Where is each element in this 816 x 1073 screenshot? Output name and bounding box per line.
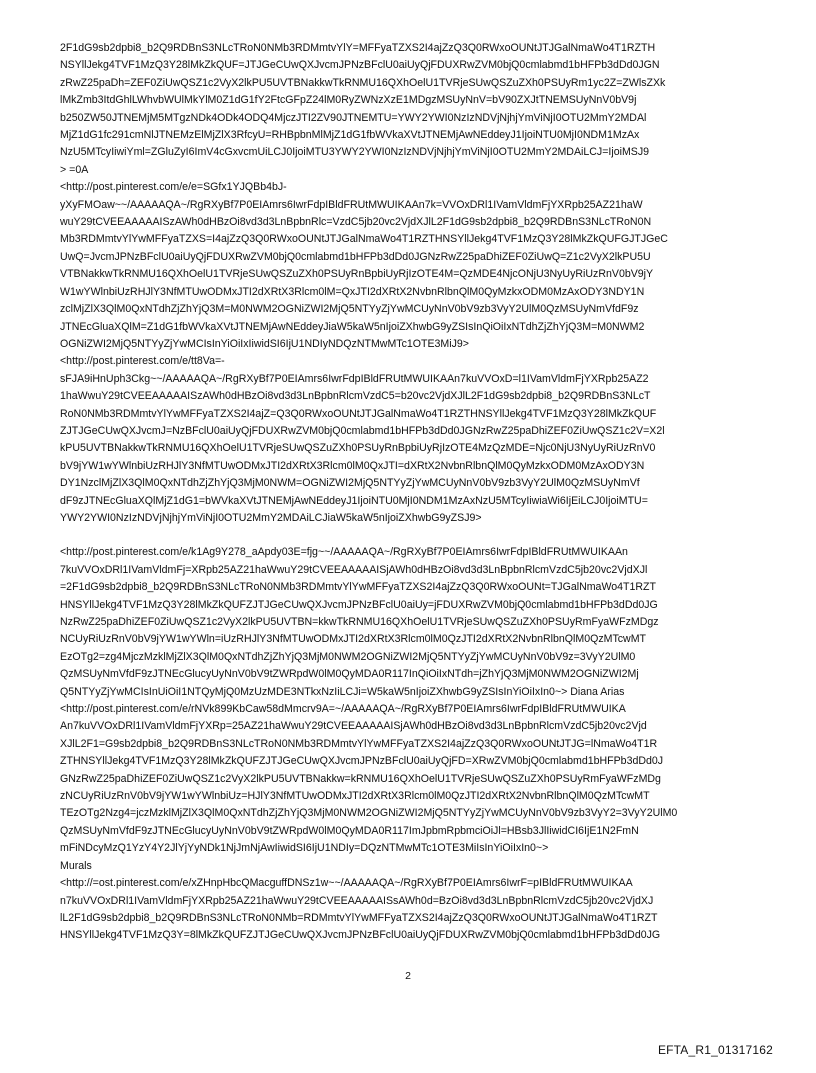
- text-line: OGNiZWI2MjQ5NTYyZjYwMCIsInYiOiIxIiwidSI6IjU1NDIyNDQzNTMwMTc1OTE3MiJ9>: [60, 337, 469, 350]
- text-line: UwQ=JvcmJPNzBFclU0aiUyQjFDUXRwZVM0bjQ0cmlabmd1bHFPb3dDd0JGNzRwZ25paDhiZEF0ZiUwQ=Z1c2VyX2lkPU5U: [60, 250, 651, 263]
- text-line: Mb3RDMmtvYlYwMFFyaTZXS=I4ajZzQ3Q0RWxoOUNtJTJGalNmaWo4T1RZTHNSYllJekg4TVF1MzQ3Y28lMkZkQUFGJTJGeC: [60, 233, 668, 246]
- text-line: Murals: [60, 859, 92, 872]
- text-line: QzMSUyNmVfdF9zJTNEcGlucyUyNnV0bV9tZWRpdW0lM0QyMDA0R117InQiOiIxNTdh=jZhYjQ3MjM0NWM2OGNiZWI2Mj: [60, 668, 639, 681]
- text-line: zclMjZlX3QlM0QxNTdhZjZhYjQ3M=M0NWM2OGNiZWI2MjQ5NTYyZjYwMCUyNnV0bV9zb3VyY2UlM0QzMSUyNmVfdF9z: [60, 303, 639, 316]
- text-line: An7kuVVOxDRl1IVamVldmFjYXRp=25AZ21haWwuY29tCVEEAAAAAISjAWh0dHBzOi8vd3d3LnBpbnRlcmVzdC5jb20vc2Vjd: [60, 720, 647, 733]
- text-line: TEzOTg2Nzg4=jczMzklMjZlX3QlM0QxNTdhZjZhYjQ3MjM0NWM2OGNiZWI2MjQ5NTYyZjYwMCUyNnV0bV9zb3VyY2=3VyY2UlM0: [60, 807, 678, 820]
- text-line: 2F1dG9sb2dpbi8_b2Q9RDBnS3NLcTRoN0NMb3RDMmtvYlY=MFFyaTZXS2I4ajZzQ3Q0RWxoOUNtJTJGalNmaWo4T1RZTH: [60, 42, 656, 54]
- text-line: zRwZ25paDh=ZEF0ZiUwQSZ1c2VyX2lkPU5UVTBNakkwTkRNMU16QXhOelU1TVRjeSUwQSZuZXh0PSUyRm1yc2Z=ZWlsZXk: [60, 76, 666, 89]
- text-line: n7kuVVOxDRl1IVamVldmFjYXRpb25AZ21haWwuY29tCVEEAAAAAISsAWh0d=BzOi8vd3d3LnBpbnRlcmVzdC5jb20vc2VjdXJ: [60, 894, 654, 907]
- text-line: RoN0NMb3RDMmtvYlYwMFFyaTZXS2I4ajZ=Q3Q0RWxoOUNtJTJGalNmaWo4T1RZTHNSYllJekg4TVF1MzQ3Y28lMkZkQUF: [60, 407, 657, 420]
- document-body: [60, 40, 760, 945]
- text-block-2: [60, 544, 760, 857]
- text-line: <http://=ost.pinterest.com/e/xZHnpHbcQMacguffDNSz1w~~/AAAAAQA~/RgRXyBf7P0EIAmrs6IwrF=pIBldFRUtMWUIKAA: [60, 877, 633, 890]
- text-line: kPU5UVTBNakkwTkRNMU16QXhOelU1TVRjeSUwQSZuZXh0PSUyRnBpbiUyRjIzOTE4MzQzMDE=Njc0NjU3NyUyRiUzRnV0: [60, 442, 656, 455]
- text-line: ZTHNSYllJekg4TVF1MzQ3Y28lMkZkQUFZJTJGeCUwQXJvcmJPNzBFclU0aiUyQjFD=XRwZVM0bjQ0cmlabmd1bHFPb3dDd0J: [60, 755, 664, 768]
- text-line: <http://post.pinterest.com/e/e=SGfx1YJQBb4bJ-: [60, 181, 287, 194]
- text-line: b250ZW50JTNEMjM5MTgzNDk4ODk4ODQ4MjczJTI2ZV90JTNEMTU=YWY2YWI0NzIzNDVjNjhjYmViNjI0OTU2MmY2MDAl: [60, 111, 647, 124]
- text-line: zNCUyRiUzRnV0bV9jYW1wYWlnbiUz=HJlY3NfMTUwODMxJTI2dXRtX3Rlcm0lM0QzJTI2dXRtX2NvbnRlbnQlM0QzMTcwMT: [60, 790, 650, 803]
- text-line: QzMSUyNmVfdF9zJTNEcGlucyUyNnV0bV9tZWRpdW0lM0QyMDA0R117ImJpbmRpbmciOiJl=HBsb3JlIiwidCI6IjE1N2FmN: [60, 824, 639, 837]
- text-line: > =0A: [60, 163, 89, 176]
- text-line: GNzRwZ25paDhiZEF0ZiUwQSZ1c2VyX2lkPU5UVTBNakkw=kRNMU16QXhOelU1TVRjeSUwQSZuZXh0PSUyRmFyaWFzMDg: [60, 772, 661, 785]
- text-line: NzU5MTcyIiwiYml=ZGluZyI6ImV4cGxvcmUiLCJ0IjoiMTU3YWY2YWI0NzIzNDVjNjhjYmViNjI0OTU2MmY2MDAiLCJ=IjoiMSJ9: [60, 146, 650, 159]
- text-line: MjZ1dG1fc291cmNlJTNEMzElMjZlX3RfcyU=RHBpbnMlMjZ1dG1fbWVkaXVtJTNEMjAwNEddeyJ1IjoiNTU0MjI0NDM1MzAx: [60, 129, 640, 142]
- text-line: yXyFMOaw~~/AAAAAQA~/RgRXyBf7P0EIAmrs6IwrFdpIBldFRUtMWUIKAAn7k=VVOxDRl1IVamVldmFjYXRpb25AZ21haW: [60, 198, 643, 211]
- text-line: =2F1dG9sb2dpbi8_b2Q9RDBnS3NLcTRoN0NMb3RDMmtvYlYwMFFyaTZXS2I4ajZzQ3Q0RWxoOUNt=TJGalNmaWo4T1RZT: [60, 581, 656, 594]
- text-line: dF9zJTNEcGluaXQlMjZ1dG1=bWVkaXVtJTNEMjAwNEddeyJ1IjoiNTU0MjI0NDM1MzAxNzU5MTcyIiwiaWi6IjEiLCJ0IjoiMTU=: [60, 494, 648, 507]
- text-line: JTNEcGluaXQlM=Z1dG1fbWVkaXVtJTNEMjAwNEddeyJiaW5kaW5nIjoiZXhwbG9yZSIsInQiOiIxNTdhZjZhYjQ3M=M0NWM2: [60, 320, 645, 333]
- text-block-1: [60, 40, 760, 527]
- text-block-3: [60, 858, 760, 945]
- text-line: Q5NTYyZjYwMCIsInUiOiI1NTQyMjQ0MzUzMDE3NTkxNzIiLCJi=W5kaW5nIjoiZXhwbG9yZSIsInYiOiIxIn0~> Diana Arias: [60, 685, 625, 698]
- text-line: <http://post.pinterest.com/e/k1Ag9Y278_aApdy03E=fjg~~/AAAAAQA~/RgRXyBf7P0EIAmrs6IwrFdpIBldFRUtMWUIKAAn: [60, 546, 628, 559]
- text-line: EzOTg2=zg4MjczMzklMjZlX3QlM0QxNTdhZjZhYjQ3MjM0NWM2OGNiZWI2MjQ5NTYyZjYwMCUyNnV0bV9z=3VyY2UlM0: [60, 650, 636, 663]
- text-line: <http://post.pinterest.com/e/rNVk899KbCaw58dMmcrv9A=~/AAAAAQA~/RgRXyBf7P0EIAmrs6IwrFdpIBldFRUtMWUIKA: [60, 703, 626, 716]
- text-line: HNSYllJekg4TVF1MzQ3Y=8lMkZkQUFZJTJGeCUwQXJvcmJPNzBFclU0aiUyQjFDUXRwZVM0bjQ0cmlabmd1bHFPb3dDd0JG: [60, 929, 661, 942]
- text-line: NSYllJekg4TVF1MzQ3Y28lMkZkQUF=JTJGeCUwQXJvcmJPNzBFclU0aiUyQjFDUXRwZVM0bjQ0cmlabmd1bHFPb3dDd0JGN: [60, 59, 660, 72]
- text-line: <http://post.pinterest.com/e/tt8Va=-: [60, 355, 225, 368]
- document-id: EFTA_R1_01317162: [657, 1043, 773, 1057]
- text-line: bV9jYW1wYWlnbiUzRHJlY3NfMTUwODMxJTI2dXRtX3Rlcm0lM0QxJTI=dXRtX2NvbnRlbnQlM0QyMzkxODM0MzAxODY3N: [60, 459, 645, 472]
- text-line: XJlL2F1=G9sb2dpbi8_b2Q9RDBnS3NLcTRoN0NMb3RDMmtvYlYwMFFyaTZXS2I4ajZzQ3Q0RWxoOUNtJTJG=lNmaWo4T1R: [60, 737, 658, 750]
- text-line: VTBNakkwTkRNMU16QXhOelU1TVRjeSUwQSZuZXh0PSUyRnBpbiUyRjIzOTE4M=QzMDE4NjcONjU3NyUyRiUzRnV0bV9jY: [60, 268, 654, 281]
- text-line: NCUyRiUzRnV0bV9jYW1wYWln=iUzRHJlY3NfMTUwODMxJTI2dXRtX3Rlcm0lM0QzJTI2dXRtX2NvbnRlbnQlM0QzMTcwMT: [60, 633, 646, 646]
- text-line: wuY29tCVEEAAAAAISzAWh0dHBzOi8vd3d3LnBpbnRlc=VzdC5jb20vc2VjdXJlL2F1dG9sb2dpbi8_b2Q9RDBnS3NLcTRoN0N: [60, 216, 652, 229]
- text-line: sFJA9iHnUph3Ckg~~/AAAAAQA~/RgRXyBf7P0EIAmrs6IwrFdpIBldFRUtMWUIKAAn7kuVVOxD=l1IVamVldmFjYXRpb25AZ2: [60, 372, 649, 385]
- text-line: 7kuVVOxDRl1IVamVldmFj=XRpb25AZ21haWwuY29tCVEEAAAAAISjAWh0dHBzOi8vd3d3LnBpbnRlcmVzdC5jb20vc2VjdXJl: [60, 563, 648, 576]
- text-line: ZJTJGeCUwQXJvcmJ=NzBFclU0aiUyQjFDUXRwZVM0bjQ0cmlabmd1bHFPb3dDd0JGNzRwZ25paDhiZEF0ZiUwQSZ1c2V=X2l: [60, 424, 665, 437]
- text-line: HNSYllJekg4TVF1MzQ3Y28lMkZkQUFZJTJGeCUwQXJvcmJPNzBFclU0aiUy=jFDUXRwZVM0bjQ0cmlabmd1bHFPb3dDd0JG: [60, 598, 658, 611]
- text-line: 1haWwuY29tCVEEAAAAAISzAWh0dHBzOi8vd3d3LnBpbnRlcmVzdC5=b20vc2VjdXJlL2F1dG9sb2dpbi8_b2Q9RDBnS3NLcT: [60, 390, 651, 403]
- text-line: W1wYWlnbiUzRHJlY3NfMTUwODMxJTI2dXRtX3Rlcm0lM=QxJTI2dXRtX2NvbnRlbnQlM0QyMzkxODM0MzAxODY3NDY1N: [60, 285, 645, 298]
- text-line: lL2F1dG9sb2dpbi8_b2Q9RDBnS3NLcTRoN0NMb=RDMmtvYlYwMFFyaTZXS2I4ajZzQ3Q0RWxoOUNtJTJGalNmaWo4T1RZT: [60, 911, 658, 924]
- text-line: NzRwZ25paDhiZEF0ZiUwQSZ1c2VyX2lkPU5UVTBN=kkwTkRNMU16QXhOelU1TVRjeSUwQSZuZXh0PSUyRmFyaWFzMDgz: [60, 616, 659, 628]
- text-line: YWY2YWI0NzIzNDVjNjhjYmViNjI0OTU2MmY2MDAiLCJiaW5kaW5nIjoiZXhwbG9yZSJ9>: [60, 511, 482, 524]
- text-line: lMkZmb3ItdGhlLWhvbWUlMkYlM0Z1dG1fY2FtcGFpZ24lM0RyZWNzXzE1MDgzMSUyNnV=bV90ZXJtTNEMSUyNnV0bV9j: [60, 94, 637, 107]
- text-line: mFiNDcyMzQ1YzY4Y2JlYjYyNDk1NjJmNjAwIiwidSI6IjU1NDIy=DQzNTMwMTc1OTE3MiIsInYiOiIxIn0~>: [60, 842, 549, 855]
- text-line: DY1NzclMjZlX3QlM0QxNTdhZjZhYjQ3MjM0NWM=OGNiZWI2MjQ5NTYyZjYwMCUyNnV0bV9zb3VyY2UlM0QzMSUyNmVf: [60, 477, 640, 490]
- paragraph-gap: [60, 527, 760, 544]
- page-number: 2: [405, 970, 411, 982]
